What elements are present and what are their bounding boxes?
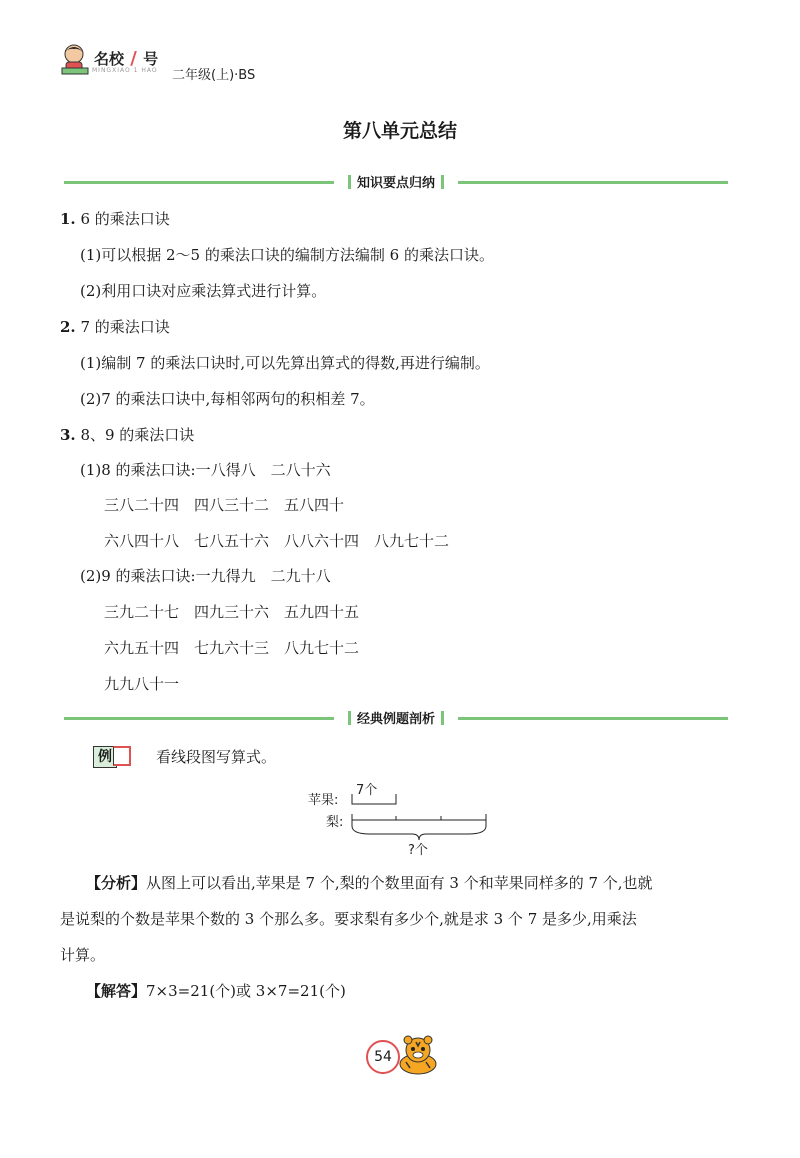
list-item: (1)可以根据 2～5 的乘法口诀的编制方法编制 6 的乘法口诀。 (80, 246, 494, 264)
brand-name-part1: 名校 (94, 50, 125, 68)
line-segment-diagram (300, 780, 500, 860)
item-num: 2. (60, 318, 76, 336)
example-tag-box (113, 746, 131, 766)
apple-label: 苹果: (308, 793, 339, 808)
list-item: 六九五十四 七九六十三 八九七十二 (104, 639, 360, 657)
pear-value: ?个 (408, 843, 428, 858)
item-text: 6 的乘法口诀 (75, 210, 170, 228)
example-prompt: 看线段图写算式。 (156, 748, 277, 766)
section-label: 知识要点归纳 (336, 176, 456, 191)
item-heading-3 (60, 424, 194, 445)
header-logo (58, 42, 298, 84)
pear-brace (352, 826, 486, 840)
section-label: 经典例题剖析 (336, 712, 456, 727)
example-tag-label: 例 (93, 746, 117, 768)
brand-name: 名校 / 号 (94, 48, 159, 69)
list-item: (2)利用口诀对应乘法算式进行计算。 (80, 282, 327, 300)
page-title: 第八单元总结 (342, 120, 457, 142)
list-item: 九九八十一 (104, 675, 180, 693)
answer-line (86, 980, 346, 1001)
item-text: 8、9 的乘法口诀 (75, 426, 195, 444)
brand-name-part2: 号 (143, 50, 159, 68)
list-item: 六八四十八 七八五十六 八八六十四 八九七十二 (104, 532, 450, 550)
brand-subtitle: MINGXIAO 1 HAO (92, 67, 158, 74)
item-num: 1. (60, 210, 76, 228)
list-item: 三八二十四 四八三十二 五八四十 (104, 496, 345, 514)
item-heading-1 (60, 208, 170, 229)
answer-text: 7×3=21(个)或 3×7=21(个) (146, 982, 346, 1000)
list-item: (2)7 的乘法口诀中,每相邻两句的积相差 7。 (80, 390, 375, 408)
pear-label: 梨: (326, 815, 344, 830)
answer-tag: 【解答】 (86, 982, 147, 1000)
example-tag (93, 746, 137, 768)
list-item: (2)9 的乘法口诀:一九得九 二九十八 (80, 567, 331, 585)
item-text: 7 的乘法口诀 (75, 318, 170, 336)
list-item: 三九二十七 四九三十六 五九四十五 (104, 603, 360, 621)
section-header-examples (64, 708, 728, 730)
analysis-text-1: 从图上可以看出,苹果是 7 个,梨的个数里面有 3 个和苹果同样多的 7 个,也就 (146, 874, 653, 892)
item-heading-2 (60, 316, 170, 337)
list-item: (1)8 的乘法口诀:一八得八 二八十六 (80, 461, 331, 479)
apple-value: 7个 (356, 783, 378, 798)
list-item: (1)编制 7 的乘法口诀时,可以先算出算式的得数,再进行编制。 (80, 354, 490, 372)
analysis-line-2: 是说梨的个数是苹果个数的 3 个那么多。要求梨有多少个,就是求 3 个 7 是多少,用乘法 (60, 910, 637, 928)
section-header-knowledge (64, 172, 728, 194)
grade-label: 二年级(上)·BS (172, 68, 256, 83)
analysis-line-1 (86, 872, 653, 893)
item-num: 3. (60, 426, 76, 444)
student-mascot-icon (58, 42, 94, 78)
tiger-mascot-icon (396, 1034, 440, 1076)
analysis-line-3: 计算。 (60, 946, 106, 964)
page-number: 54 (366, 1040, 400, 1074)
analysis-tag: 【分析】 (86, 874, 147, 892)
